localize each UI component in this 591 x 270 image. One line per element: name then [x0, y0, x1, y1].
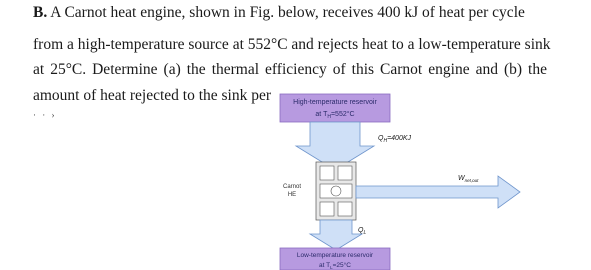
carnot-engine-figure: [258, 92, 560, 270]
heat-out-arrow: [310, 220, 362, 250]
problem-label: B.: [33, 4, 48, 21]
high-reservoir-temp: at $T_H=552^\circ C$: [315, 111, 355, 120]
engine-label-he: HE: [287, 192, 297, 198]
low-reservoir-title: Low-temperature reservoir: [296, 252, 374, 259]
problem-line-1: [33, 4, 525, 22]
wnet-label: $W_{net,out}$: [458, 175, 479, 183]
engine-label-carnot: Carnot: [282, 184, 302, 190]
problem-line-2: from a high-temperature source at 552°C and rejects heat to a low-temperature sink: [33, 36, 551, 53]
work-out-arrow: [356, 176, 520, 208]
stray-mark: · · ›: [33, 110, 57, 120]
carnot-engine: [316, 162, 356, 220]
qh-label: $Q_H=400KJ$: [378, 135, 412, 144]
problem-line-4: amount of heat rejected to the sink per: [33, 87, 272, 104]
ql-label: $Q_L$: [358, 227, 367, 236]
low-reservoir-temp: at $T_L=25^\circ C$: [319, 262, 351, 270]
problem-line-3: at 25°C. Determine (a) the thermal efficiency of this Carnot engine and (b) the: [33, 61, 547, 78]
problem-line-1-text: A Carnot heat engine, shown in Fig. below, receives 400 kJ of heat per cycle: [50, 4, 525, 21]
high-reservoir-title: High-temperature reservoir: [293, 99, 377, 106]
